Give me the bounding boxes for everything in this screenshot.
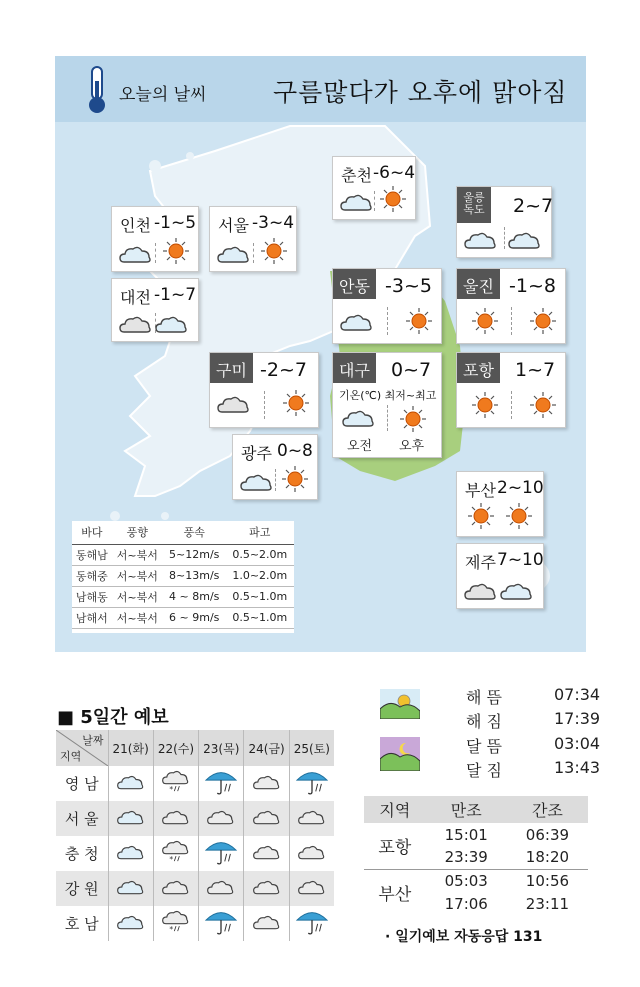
city-card-ulleungdo xyxy=(456,186,552,258)
city-card-gwangju xyxy=(232,434,318,500)
table-row xyxy=(56,836,334,871)
sun-icon xyxy=(281,465,309,493)
legend-pm: 오후 xyxy=(399,439,425,454)
cloud-sun-icon xyxy=(463,229,499,251)
header-label: 오늘의 날씨 xyxy=(119,85,207,105)
city-temp: 2~10 xyxy=(497,478,544,498)
cloud-sun-icon xyxy=(499,580,535,602)
forecast-title: ■ 5일간 예보 xyxy=(57,707,169,728)
day-header: 24(금) xyxy=(244,730,289,766)
city-name: 서울 xyxy=(218,216,249,235)
cloud-sun-icon xyxy=(154,313,190,335)
sun-icon xyxy=(162,237,190,265)
sunrise-time: 07:34 xyxy=(554,685,601,704)
city-temp: -3~4 xyxy=(252,213,295,233)
tide-header: 지역 xyxy=(364,796,426,823)
forecast-region: 강 원 xyxy=(56,871,108,906)
city-temp: 1~7 xyxy=(515,359,556,381)
sunset-hill-icon xyxy=(380,689,420,719)
forecast-region: 영 남 xyxy=(56,766,108,801)
forecast-region: 서 울 xyxy=(56,801,108,836)
table-row xyxy=(56,766,334,801)
sun-icon xyxy=(529,391,557,419)
svg-text:*: * xyxy=(169,854,174,864)
city-temp: -3~5 xyxy=(385,275,432,297)
city-temp: 0~7 xyxy=(391,359,432,381)
sun-icon xyxy=(260,237,288,265)
sea-header: 풍속 xyxy=(163,521,226,544)
sea-conditions-table xyxy=(72,521,294,633)
forecast-region: 충 청 xyxy=(56,836,108,871)
cloud-icon xyxy=(216,393,252,415)
map-panel xyxy=(55,56,586,652)
sun-icon xyxy=(399,405,427,433)
city-card-chuncheon xyxy=(332,156,416,220)
cloud-sun-icon xyxy=(118,243,154,265)
city-name: 부산 xyxy=(465,481,496,500)
sun-icon xyxy=(471,307,499,335)
table-row xyxy=(72,565,294,586)
city-tag: 포항 xyxy=(457,353,500,383)
sun-icon xyxy=(505,502,533,530)
sea-cell: 서~북서 xyxy=(112,607,163,628)
tide-low: 10:56 xyxy=(507,869,588,892)
moonrise-time: 03:04 xyxy=(554,734,601,753)
cloud-icon xyxy=(289,801,334,836)
city-card-pohang xyxy=(456,352,566,428)
cloud-icon xyxy=(289,871,334,906)
sea-header: 파고 xyxy=(226,521,294,544)
moonset-time: 13:43 xyxy=(554,758,601,777)
city-temp: -1~7 xyxy=(154,285,197,305)
sunset-time: 17:39 xyxy=(554,709,601,728)
sea-cell: 8~13m/s xyxy=(163,565,226,586)
city-card-daegu xyxy=(332,352,442,458)
table-row xyxy=(72,544,294,565)
cloud-icon xyxy=(153,801,198,836)
city-temp: -6~4 xyxy=(373,163,416,183)
sea-cell: 서~북서 xyxy=(112,565,163,586)
thermometer-icon xyxy=(83,65,111,115)
table-row xyxy=(72,607,294,628)
city-card-gumi xyxy=(209,352,319,428)
city-card-andong xyxy=(332,268,442,344)
city-temp: 0~8 xyxy=(277,441,313,461)
city-name: 춘천 xyxy=(341,166,372,185)
cloud-icon xyxy=(244,906,289,941)
table-row xyxy=(364,869,588,892)
cloud-icon xyxy=(244,766,289,801)
cloud-sun-icon xyxy=(341,407,377,429)
city-tag: 구미 xyxy=(210,353,253,383)
sun-icon xyxy=(467,502,495,530)
table-row xyxy=(56,871,334,906)
cloud-icon xyxy=(199,801,244,836)
svg-text:*: * xyxy=(169,784,174,794)
moon-hill-icon xyxy=(380,737,420,771)
city-card-seoul xyxy=(209,206,297,272)
sea-cell: 남해서 xyxy=(72,607,112,628)
legend-am: 오전 xyxy=(347,439,373,454)
cloud-snow-rain-icon xyxy=(153,906,198,941)
sunrise-label: 해 뜸 xyxy=(466,688,502,707)
cloud-sun-icon xyxy=(507,229,543,251)
city-name: 광주 xyxy=(241,444,272,463)
sun-icon xyxy=(379,185,407,213)
table-row xyxy=(56,801,334,836)
cloud-sun-icon xyxy=(216,243,252,265)
table-row xyxy=(56,906,334,941)
day-header: 21(화) xyxy=(108,730,153,766)
tide-high: 05:03 xyxy=(426,869,507,892)
tide-location: 포항 xyxy=(378,838,412,859)
sun-icon xyxy=(529,307,557,335)
cloud-icon xyxy=(244,871,289,906)
city-tag: 안동 xyxy=(333,269,376,299)
city-card-jeju xyxy=(456,543,544,609)
city-temp: 7~10 xyxy=(497,550,544,570)
table-row xyxy=(364,823,588,846)
sea-cell: 1.0~2.0m xyxy=(226,565,294,586)
header-band xyxy=(55,56,586,122)
cloud-sun-icon xyxy=(108,906,153,941)
sun-icon xyxy=(471,391,499,419)
tide-high: 17:06 xyxy=(444,894,488,913)
forecast-region: 호 남 xyxy=(56,906,108,941)
city-name: 대전 xyxy=(120,288,151,307)
city-card-incheon xyxy=(111,206,199,272)
city-card-busan xyxy=(456,471,544,537)
sun-icon xyxy=(282,389,310,417)
sea-cell: 0.5~1.0m xyxy=(226,607,294,628)
table-row xyxy=(72,586,294,607)
cloud-sun-icon xyxy=(108,871,153,906)
sea-cell: 서~북서 xyxy=(112,586,163,607)
phone-service-note: · 일기예보 자동응답 131 xyxy=(385,929,543,945)
tide-header: 간조 xyxy=(507,796,588,823)
city-temp: -1~5 xyxy=(154,213,197,233)
city-temp: -2~7 xyxy=(260,359,307,381)
cloud-icon xyxy=(244,801,289,836)
cloud-sun-icon xyxy=(108,836,153,871)
sun-icon xyxy=(405,307,433,335)
day-header: 25(토) xyxy=(289,730,334,766)
corner-top-label: 날짜 xyxy=(82,734,104,747)
corner-bottom-label: 지역 xyxy=(60,750,82,763)
cloud-snow-rain-icon xyxy=(153,766,198,801)
city-tag: 대구 xyxy=(333,353,376,383)
tide-low: 18:20 xyxy=(525,848,570,867)
cloud-icon xyxy=(463,580,499,602)
sea-cell: 남해동 xyxy=(72,586,112,607)
cloud-icon xyxy=(153,871,198,906)
svg-text:*: * xyxy=(169,924,174,934)
forecast-table xyxy=(56,730,334,941)
tide-table xyxy=(364,796,588,915)
moonrise-label: 달 뜸 xyxy=(466,737,502,756)
tide-low: 23:11 xyxy=(525,894,570,913)
sea-cell: 4 ~ 8m/s xyxy=(163,586,226,607)
cloud-sun-icon xyxy=(239,471,275,493)
cloud-icon xyxy=(118,313,154,335)
umbrella-rain-icon xyxy=(199,836,244,871)
moonset-label: 달 짐 xyxy=(466,761,502,780)
city-temp: 2~7 xyxy=(513,195,554,217)
sea-cell: 5~12m/s xyxy=(163,544,226,565)
sea-cell: 서~북서 xyxy=(112,544,163,565)
cloud-sun-icon xyxy=(339,191,375,213)
city-temp: -1~8 xyxy=(509,275,556,297)
cloud-sun-icon xyxy=(339,311,375,333)
city-card-daejeon xyxy=(111,278,199,342)
cloud-snow-rain-icon xyxy=(153,836,198,871)
cloud-icon xyxy=(199,871,244,906)
sunset-label: 해 짐 xyxy=(466,712,502,731)
umbrella-rain-icon xyxy=(199,766,244,801)
city-name: 제주 xyxy=(465,553,496,572)
day-header: 22(수) xyxy=(153,730,198,766)
forecast-corner xyxy=(56,730,108,766)
cloud-icon xyxy=(289,836,334,871)
tide-low: 06:39 xyxy=(525,825,570,844)
umbrella-rain-icon xyxy=(289,906,334,941)
sea-cell: 0.5~2.0m xyxy=(226,544,294,565)
cloud-sun-icon xyxy=(108,766,153,801)
day-header: 23(목) xyxy=(199,730,244,766)
city-tag: 울릉 독도 xyxy=(457,187,491,223)
tide-header: 만조 xyxy=(426,796,507,823)
tide-location: 부산 xyxy=(364,869,426,915)
city-name: 인천 xyxy=(120,216,151,235)
tide-high: 15:01 xyxy=(444,825,488,844)
header-headline: 구름많다가 오후에 맑아짐 xyxy=(273,78,568,107)
sea-cell: 6 ~ 9m/s xyxy=(163,607,226,628)
cloud-sun-icon xyxy=(108,801,153,836)
tide-high: 23:39 xyxy=(444,848,488,867)
sea-cell: 0.5~1.0m xyxy=(226,586,294,607)
sea-cell: 동해중 xyxy=(72,565,112,586)
legend-temp-caption: 기온(℃) 최저~최고 xyxy=(339,389,437,402)
sea-cell: 동해남 xyxy=(72,544,112,565)
city-tag: 울진 xyxy=(457,269,500,299)
umbrella-rain-icon xyxy=(289,766,334,801)
cloud-icon xyxy=(244,836,289,871)
sea-header: 풍향 xyxy=(112,521,163,544)
sea-header: 바다 xyxy=(72,521,112,544)
city-card-uljin xyxy=(456,268,566,344)
umbrella-rain-icon xyxy=(199,906,244,941)
